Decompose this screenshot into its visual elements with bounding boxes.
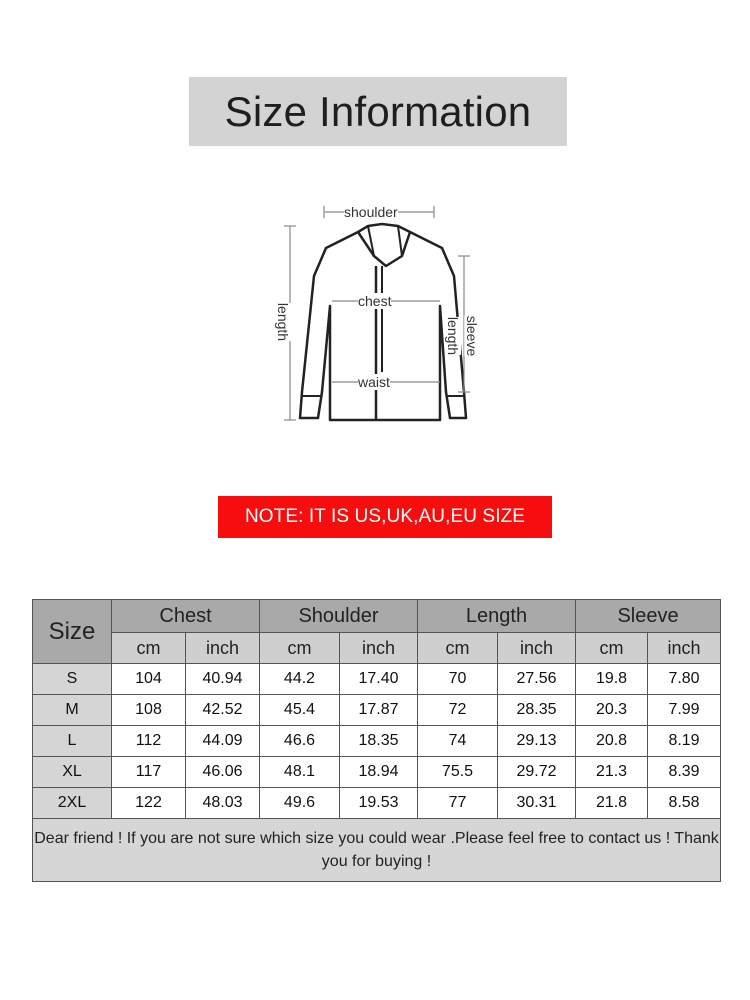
measurement-cell: 27.56: [498, 664, 576, 695]
unit-header: cm: [260, 633, 340, 664]
size-note-banner: [218, 496, 552, 538]
table-header-units: [33, 633, 721, 664]
measurement-cell: 8.39: [648, 757, 721, 788]
size-cell: 2XL: [33, 788, 112, 819]
measurement-cell: 77: [418, 788, 498, 819]
measurement-cell: 20.8: [576, 726, 648, 757]
measurement-cell: 28.35: [498, 695, 576, 726]
measurement-cell: 20.3: [576, 695, 648, 726]
unit-header: inch: [340, 633, 418, 664]
measurement-cell: 29.72: [498, 757, 576, 788]
group-header-sleeve: Sleeve: [576, 600, 721, 633]
table-row: [33, 757, 721, 788]
measurement-cell: 17.87: [340, 695, 418, 726]
table-row: [33, 695, 721, 726]
measurement-cell: 18.94: [340, 757, 418, 788]
unit-header: cm: [418, 633, 498, 664]
measurement-cell: 74: [418, 726, 498, 757]
unit-header: cm: [576, 633, 648, 664]
group-header-shoulder: Shoulder: [260, 600, 418, 633]
diagram-label-sleeve-length: length: [445, 316, 462, 356]
measurement-cell: 30.31: [498, 788, 576, 819]
measurement-cell: 117: [112, 757, 186, 788]
title-banner: [189, 77, 567, 146]
unit-header: inch: [648, 633, 721, 664]
shirt-diagram: [270, 196, 490, 428]
unit-header: inch: [498, 633, 576, 664]
measurement-cell: 72: [418, 695, 498, 726]
measurement-cell: 7.80: [648, 664, 721, 695]
unit-header: cm: [112, 633, 186, 664]
group-header-length: Length: [418, 600, 576, 633]
table-row: [33, 664, 721, 695]
measurement-cell: 75.5: [418, 757, 498, 788]
diagram-label-length: length: [275, 302, 292, 342]
footer-message: Dear friend ! If you are not sure which size you could wear .Please feel free to contact us ! Thank you for buying !: [33, 819, 721, 882]
measurement-cell: 21.8: [576, 788, 648, 819]
measurement-cell: 29.13: [498, 726, 576, 757]
group-header-chest: Chest: [112, 600, 260, 633]
measurement-cell: 46.06: [186, 757, 260, 788]
size-column-header: Size: [33, 600, 112, 664]
page-title: Size Information: [224, 87, 532, 135]
measurement-cell: 19.8: [576, 664, 648, 695]
size-cell: L: [33, 726, 112, 757]
table-row: [33, 788, 721, 819]
table-footer: [33, 819, 721, 882]
size-cell: XL: [33, 757, 112, 788]
table-row: [33, 726, 721, 757]
size-cell: M: [33, 695, 112, 726]
measurement-cell: 8.58: [648, 788, 721, 819]
measurement-cell: 112: [112, 726, 186, 757]
table-header-groups: [33, 600, 721, 633]
measurement-cell: 48.03: [186, 788, 260, 819]
diagram-label-shoulder: shoulder: [344, 204, 398, 220]
measurement-cell: 49.6: [260, 788, 340, 819]
shirt-icon: [270, 196, 490, 428]
measurement-cell: 122: [112, 788, 186, 819]
measurement-cell: 44.09: [186, 726, 260, 757]
measurement-cell: 19.53: [340, 788, 418, 819]
measurement-cell: 48.1: [260, 757, 340, 788]
measurement-cell: 44.2: [260, 664, 340, 695]
measurement-cell: 46.6: [260, 726, 340, 757]
measurement-cell: 40.94: [186, 664, 260, 695]
diagram-label-chest: chest: [358, 293, 392, 309]
diagram-label-waist: waist: [358, 374, 390, 390]
measurement-cell: 104: [112, 664, 186, 695]
unit-header: inch: [186, 633, 260, 664]
diagram-label-sleeve: sleeve: [464, 315, 481, 357]
measurement-cell: 7.99: [648, 695, 721, 726]
measurement-cell: 8.19: [648, 726, 721, 757]
size-note: NOTE: IT IS US,UK,AU,EU SIZE: [244, 506, 526, 527]
measurement-cell: 18.35: [340, 726, 418, 757]
measurement-cell: 21.3: [576, 757, 648, 788]
measurement-cell: 45.4: [260, 695, 340, 726]
measurement-cell: 17.40: [340, 664, 418, 695]
size-table: [32, 599, 721, 882]
measurement-cell: 70: [418, 664, 498, 695]
size-cell: S: [33, 664, 112, 695]
measurement-cell: 108: [112, 695, 186, 726]
measurement-cell: 42.52: [186, 695, 260, 726]
